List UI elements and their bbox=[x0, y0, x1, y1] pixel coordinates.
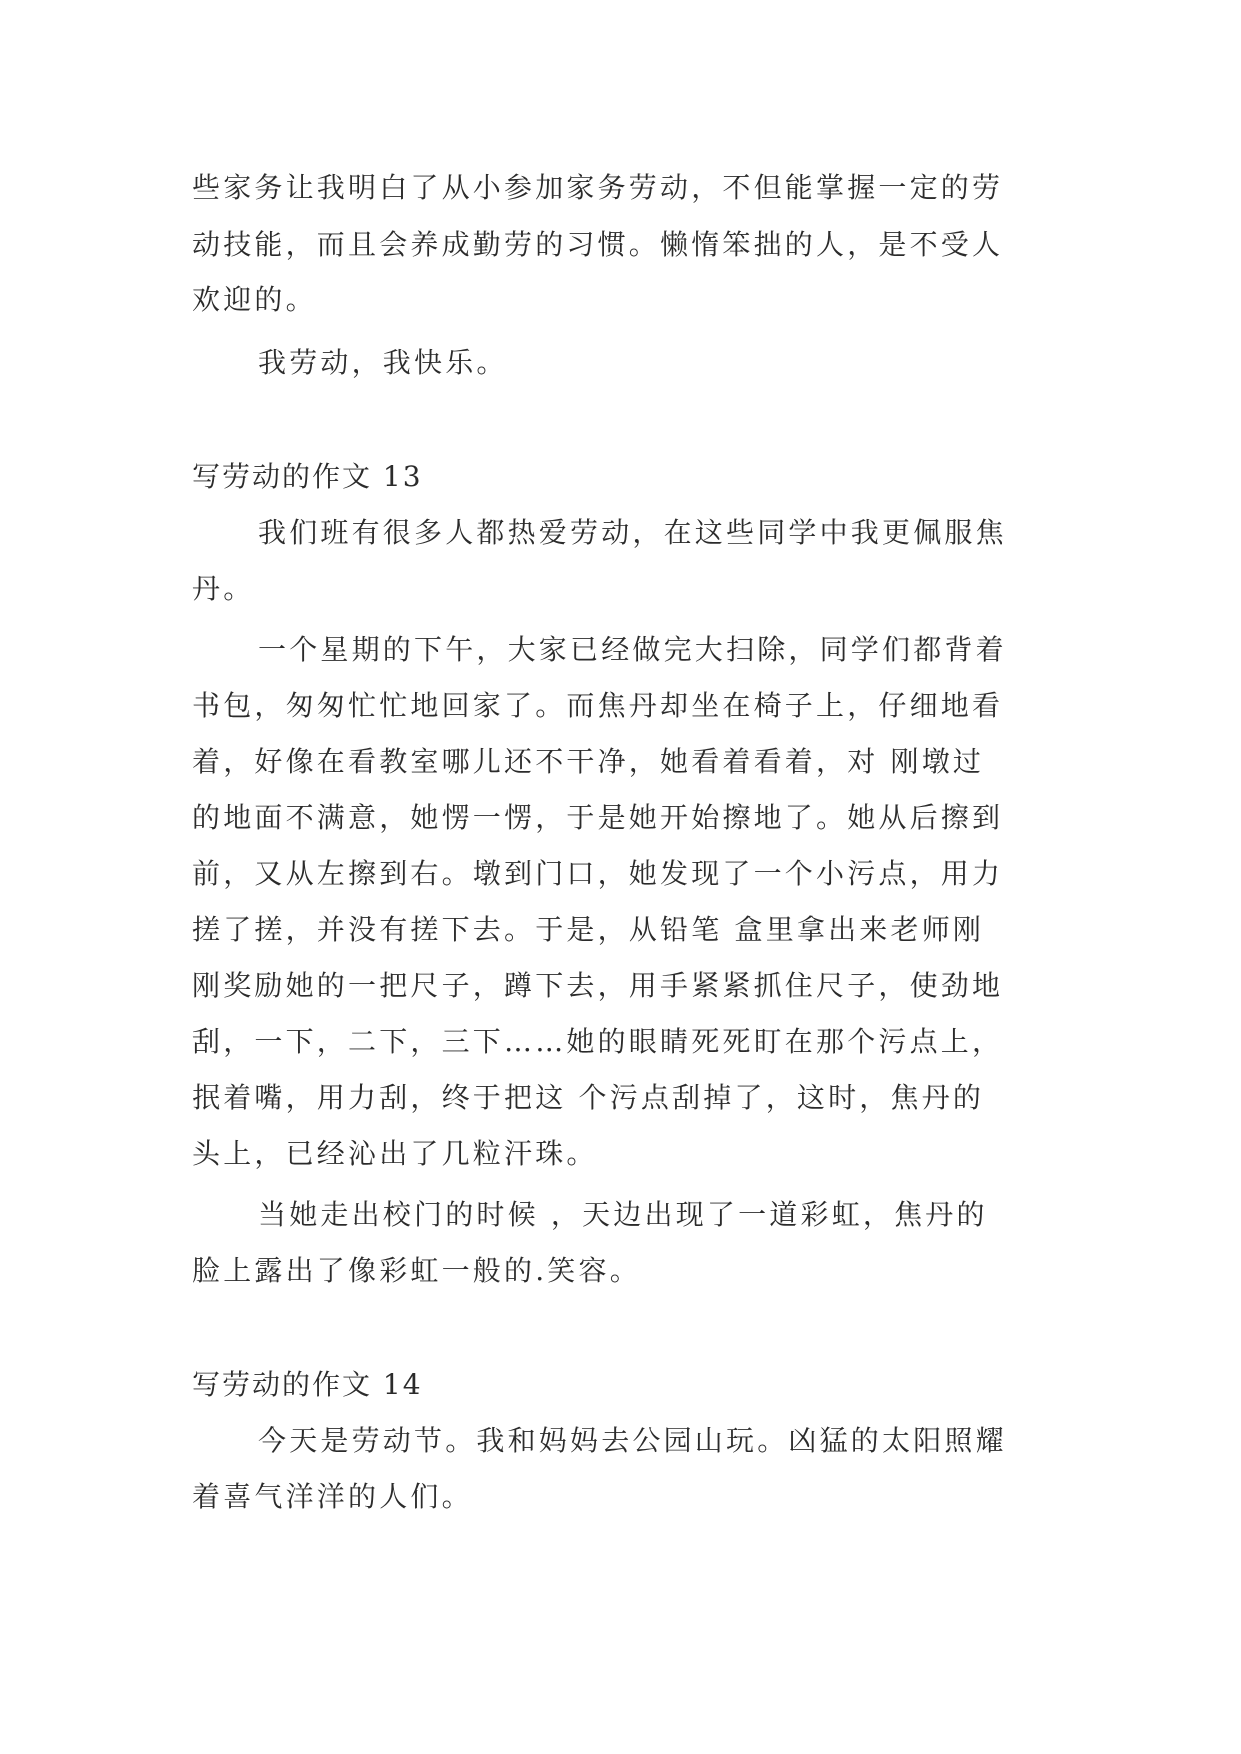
text-line: 欢迎的。 bbox=[192, 283, 317, 316]
text-line: 搓了搓，并没有搓下去。于是，从铅笔 盒里拿出来老师刚 bbox=[192, 913, 985, 946]
section-heading: 写劳动的作文 14 bbox=[192, 1368, 423, 1401]
text-line: 丹。 bbox=[192, 572, 255, 605]
text-line: 抿着嘴，用力刮，终于把这 个污点刮掉了，这时，焦丹的 bbox=[192, 1081, 985, 1114]
text-line: 动技能，而且会养成勤劳的习惯。懒惰笨拙的人，是不受人 bbox=[192, 228, 1004, 261]
text-line: 我们班有很多人都热爱劳动，在这些同学中我更佩服焦 bbox=[258, 516, 1007, 549]
text-line: 今天是劳动节。我和妈妈去公园山玩。凶猛的太阳照耀 bbox=[258, 1424, 1007, 1457]
text-line: 刚奖励她的一把尺子，蹲下去，用手紧紧抓住尺子，使劲地 bbox=[192, 969, 1004, 1002]
text-line: 我劳动，我快乐。 bbox=[258, 346, 508, 379]
text-line: 头上，已经沁出了几粒汗珠。 bbox=[192, 1137, 598, 1170]
text-line: 着喜气洋洋的人们。 bbox=[192, 1480, 473, 1513]
text-line: 脸上露出了像彩虹一般的.笑容。 bbox=[192, 1254, 641, 1287]
text-line: 一个星期的下午，大家已经做完大扫除，同学们都背着 bbox=[258, 633, 1007, 666]
text-line: 些家务让我明白了从小参加家务劳动，不但能掌握一定的劳 bbox=[192, 171, 1004, 204]
text-line: 刮，一下，二下，三下……她的眼睛死死盯在那个污点上， bbox=[192, 1025, 1004, 1058]
section-heading: 写劳动的作文 13 bbox=[192, 460, 423, 493]
text-line: 书包，匆匆忙忙地回家了。而焦丹却坐在椅子上，仔细地看 bbox=[192, 689, 1004, 722]
text-line: 的地面不满意，她愣一愣，于是她开始擦地了。她从后擦到 bbox=[192, 801, 1004, 834]
text-line: 当她走出校门的时候 ，天边出现了一道彩虹，焦丹的 bbox=[258, 1198, 988, 1231]
text-line: 前，又从左擦到右。墩到门口，她发现了一个小污点，用力 bbox=[192, 857, 1004, 890]
text-line: 着，好像在看教室哪儿还不干净，她看着看着，对 刚墩过 bbox=[192, 745, 985, 778]
